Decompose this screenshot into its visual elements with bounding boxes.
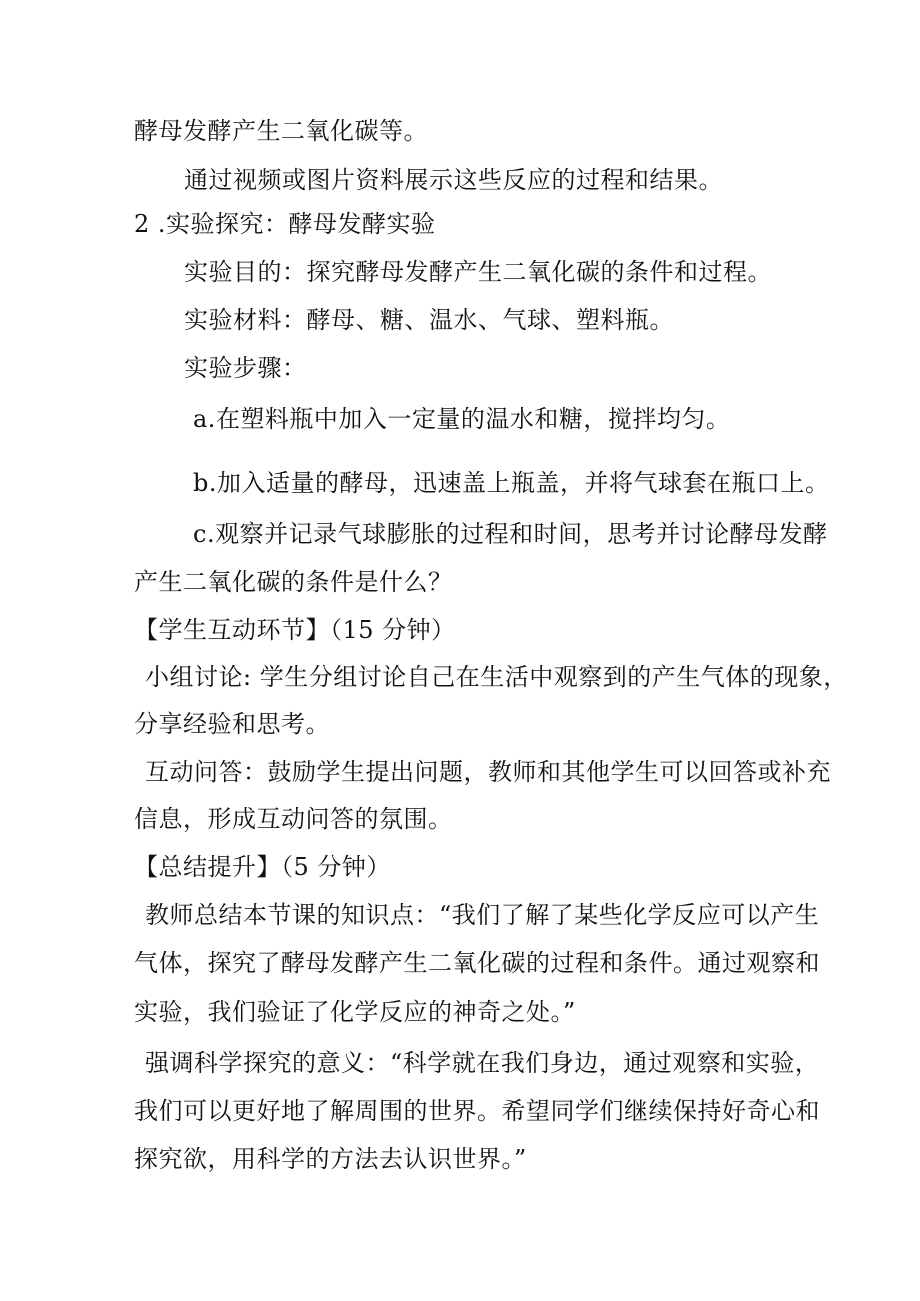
step-b: b.加入适量的酵母，迅速盖上瓶盖，并将气球套在瓶口上。: [193, 469, 830, 497]
step-c: c.观察并记录气球膨胀的过程和时间，思考并讨论酵母发酵: [193, 520, 828, 548]
text-line-experiment-steps: 实验步骤：: [184, 354, 307, 382]
section-heading-interaction: 【学生互动环节】（15 分钟）: [134, 616, 456, 644]
text-line-group-discussion-cont: 分享经验和思考。: [134, 710, 330, 738]
step-a: a.在塑料瓶中加入一定量的温水和糖，搅拌均匀。: [193, 405, 731, 433]
text-line-group-discussion: 小组讨论: 学生分组讨论自己在生活中观察到的产生气体的现象，: [145, 663, 848, 691]
section-heading-summary: 【总结提升】（5 分钟）: [134, 853, 391, 881]
text-line-significance-3: 探究欲，用科学的方法去认识世界。”: [134, 1145, 527, 1173]
text-line-qa: 互动问答：鼓励学生提出问题，教师和其他学生可以回答或补充: [145, 758, 831, 786]
text-line-experiment-goal: 实验目的：探究酵母发酵产生二氧化碳的条件和过程。: [184, 258, 772, 286]
text-line-qa-cont: 信息，形成互动问答的氛围。: [134, 805, 453, 833]
text-line-significance-1: 强调科学探究的意义：“科学就在我们身边，通过观察和实验，: [145, 1049, 820, 1077]
step-c-continued: 产生二氧化碳的条件是什么？: [134, 568, 453, 596]
text-line-summary-2: 气体，探究了酵母发酵产生二氧化碳的过程和条件。通过观察和: [134, 949, 820, 977]
text-line-experiment-materials: 实验材料：酵母、糖、温水、气球、塑料瓶。: [184, 306, 674, 334]
text-line-summary-1: 教师总结本节课的知识点：“我们了解了某些化学反应可以产生: [145, 901, 820, 929]
section-heading-experiment: 2 .实验探究：酵母发酵实验: [134, 210, 436, 238]
text-line-significance-2: 我们可以更好地了解周围的世界。希望同学们继续保持好奇心和: [134, 1097, 820, 1125]
text-line-2: 通过视频或图片资料展示这些反应的过程和结果。: [184, 166, 723, 194]
text-line-summary-3: 实验，我们验证了化学反应的神奇之处。”: [134, 998, 576, 1026]
text-line-1: 酵母发酵产生二氧化碳等。: [134, 117, 428, 145]
